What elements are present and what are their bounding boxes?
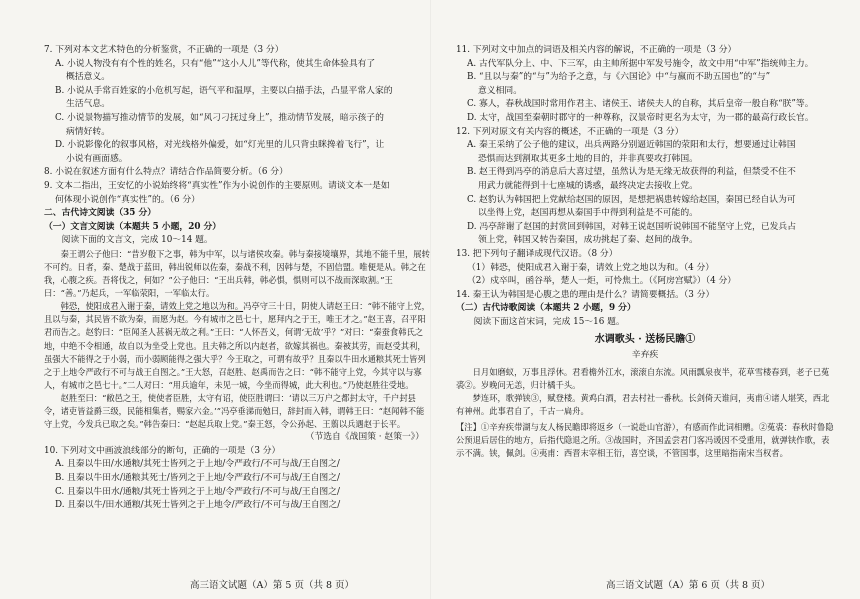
q11-option-c: C. 寡人，春秋战国时常用作君主、诸侯王、诸侯夫人的自称，其后皇帝一般自称“朕”等。 [467,99,814,110]
q13-item-2: （2）戍卒叫，函谷举，楚人一炬，可怜焦土。（《阿房宫赋》）（4 分） [467,276,737,287]
subsection-2-heading: （二）古代诗歌阅读（本题共 2 小题，9 分） [456,303,636,314]
underlined-sentence: 韩恐，使阳成君入谢于秦，请效上党之地以为和。 [60,301,244,312]
left-page [44,44,432,513]
classical-passage [44,248,432,431]
q12-option-b: B. 赵王得到冯亭的消息后大喜过望，虽然认为是无缘无故获得的利益，但禁受不住不 用武力就能得到十七座城的诱惑，最终决定去接收上党。 [467,167,796,191]
question-12: 12. 下列对原文有关内容的概述，不正确的一项是（3 分） [456,126,684,137]
question-9-line2: 何体现小说创作“真实性”的。（6 分） [55,194,200,205]
poem-notes: 【注】①辛弃疾带湖与友人杨民瞻即将返乡（一说赴山官游），有感而作此词相赠。②菟裘：春秋时鲁隐公预退后居住的地方，后指代隐退之所。③战国时，齐国孟尝君门客冯谖因不受重用，就弹铗作歌，表示不满。铗，佩剑。④夷甫：西晋末宰相王衍，喜空谈，不管国事，这里暗指南宋当权者。 [456,422,834,459]
section-2-heading: 二、古代诗文阅读（35 分） [44,208,157,219]
passage-para-1: 秦王谓公子他曰：“昔岁殽下之事，韩为中军，以与诸侯攻秦。韩与秦接境壤界，其地不能千里，展转不可约。日者，秦、楚战于蓝田，韩出锐师以佐秦，秦战不利，因韩与楚，不固信盟。唯便是从。韩之在我，心腹之疾。吾将伐之，何如？”公子他曰：“王出兵韩，韩必惧，惧则可以不战而深取割。”王曰：“善。”乃起兵，一军临荥阳，一军临太行。 [44,248,430,299]
passage-para-3: 赵胜至曰：“敝邑之王，使使者臣胜，太守有诏，使臣胜谓曰：‘请以三万户之都封太守，千户封县令，诸吏皆益爵三级，民能相集者，赐家六金。’”冯亭垂涕而勉曰，辞封而入韩，谓韩王曰：“赵闻韩不能守上党，今发兵已取之矣。”韩告秦曰：“赵起兵取上党。”秦王怒，令公孙起、王翦以兵遇赵于长平。 [44,392,425,430]
question-13: 13. 把下列句子翻译成现代汉语。（8 分） [456,248,618,259]
page-footer-5: 高三语文试题（A）第 5 页（共 8 页） [190,580,355,591]
reading-intro: 阅读下面的文言文，完成 10～14 题。 [61,235,213,246]
question-11: 11. 下列对文中加点的词语及相关内容的解说，不正确的一项是（3 分） [456,45,737,55]
question-8: 8. 小说在叙述方面有什么特点？请结合作品简要分析。（6 分） [44,167,288,178]
question-9-line1: 9. 文本二指出，王安忆的小说始终将“真实性”作为小说创作的主要原则。请谈文本一是如 [44,180,390,191]
passage-para-2 [44,300,432,392]
poem-intro: 阅读下面这首宋词，完成 15～16 题。 [473,316,625,327]
q12-option-d: D. 冯亭辞谢了赵国的封赏回到韩国，对韩王说赵国听说韩国不能坚守上党，已发兵占 领上党，韩国又转告秦国，成功挑起了秦、赵间的战争。 [467,221,797,246]
right-page [456,44,834,460]
q11-option-d: D. 太守，战国至秦朝时郡守的一种尊称，汉景帝时更名为太守，为一郡的最高行政长官。 [467,112,814,123]
poem-author: 辛弃疾 [631,350,659,361]
poem-title: 水调歌头 · 送杨民瞻① [594,334,696,346]
q7-option-b: B. 小说从手常百姓家的小危机写起，语气平和温厚，主要以白描手法，凸显平常人家的 生活气息。 [55,85,393,110]
q11-option-b: B. “且以与秦”的“与”为给予之意，与《六国论》中“与嬴而不助五国也”的“与” 意义相同。 [467,72,771,96]
page-footer-6: 高三语文试题（A）第 6 页（共 8 页） [606,580,771,591]
passage-source: （节选自《战国策 · 赵策一》） [305,432,424,443]
subsection-1-heading: （一）文言文阅读（本题共 5 小题，20 分） [44,221,222,232]
q7-option-c: C. 小说景物描写推动情节的发展，如“风刁刁抚过身上”，推动情节发展，暗示孩子的 病情好转。 [55,112,384,137]
question-14: 14. 秦王认为韩国是心腹之患的理由是什么？请简要概括。（3 分） [456,289,715,300]
q12-option-c: C. 赵豹认为韩国把上党献给赵国的原因，是想把祸患转嫁给赵国，秦国已经自认为可 以坐得上党，赵国再想从秦国手中得到利益是不可能的。 [467,194,796,219]
poem-stanza-2: 梦连环，歌弹铗③，赋登楼。黄鸡白酒，君去村社一番秋。长剑倚天谁问，夷甫④诸人堪笑，西北有神州。此事君自了，千古一扁舟。 [456,392,830,416]
q11-option-a: A. 古代军队分上、中、下三军，由主帅所据中军发号施令，故文中用“中军”指统帅主力。 [467,58,814,69]
q13-item-1: （1）韩恐，使阳成君入谢于秦，请效上党之地以为和。（4 分） [467,262,715,273]
q10-option-d: D. 且秦以牛/田水通粮/其死士皆列之于上地令/严政行/不可与战/王自图之/ [55,500,341,511]
question-7: 7. 下列对本文艺术特色的分析鉴赏，不正确的一项是（3 分） [44,45,284,55]
q10-option-a: A. 且秦以牛田/水通粮/其死士皆列之于上地/令严政行/不可与战/王自图之/ [55,459,340,470]
q10-option-c: C. 且秦以牛田水/通粮/其死士皆列之于上地/令严政行/不可与战/王自图之/ [55,486,340,497]
q7-option-d: D. 小说影像化的叙事风格，对光线格外偏爱，如“灯光里的儿只背虫眯搀着飞行”，让 小说有画面感。 [55,140,385,164]
question-10: 10. 下列对文中画波浪线部分的断句，正确的一项是（3 分） [44,445,281,456]
poem-body [456,366,834,461]
q10-option-b: B. 且秦以牛田水/通粮其死士/皆列之于上地/令严政行/不可与战/王自图之/ [55,473,340,483]
passage-para-2-rest: 冯亭守三十日，阴使人请赵王曰：“韩不能守上党，且以与秦，其民皆不欲为秦，而愿为赵。今有城市之邑七十，愿拜内之于王，唯王才之。”赵王喜，召平阳君而告之。赵豹曰：“臣闻圣人甚祸无故之利。”王曰：“人怀吾义，何谓‘无故’乎？”对曰：“秦蚕食韩氏之地，中绝不令相通，故自以为坐受上党也。且夫韩之所以内赵者，欲嫁其祸也。秦被其劳，而赵受其利，虽强大不能得之于小弱，而小弱顾能得之强大乎？今王取之，可谓有故乎？且秦以牛田水通粮其死士皆列之于上地令严政行不可与战王自图之。”王大怒，召赵胜、赵禹而告之曰：“韩不能守上党，今其守以与寡人，有城市之邑七十。”二人对曰：“用兵逾年，未见一城，今坐而得城，此大利也。”乃使赵胜往受地。 [44,301,430,390]
q12-option-a: A. 秦王采纳了公子他的建议，出兵两路分别逼近韩国的荥阳和太行，想要通过让韩国 恐惧而达到割取其更多土地的目的，并非真要攻打韩国。 [467,140,796,164]
q7-option-a: A. 小说人物没有有个性的姓名，只有“他”“这小人儿”等代称，使其生命体验具有了 概括意义。 [55,58,376,83]
poem-stanza-1: 日月如磨蚁，万事且浮休。君看檐外江水，滚滚自东流。风雨瓢泉夜半，花草雪楼春到，老子已菟裘②。岁晚问无恙，归计橘千头。 [456,366,830,390]
